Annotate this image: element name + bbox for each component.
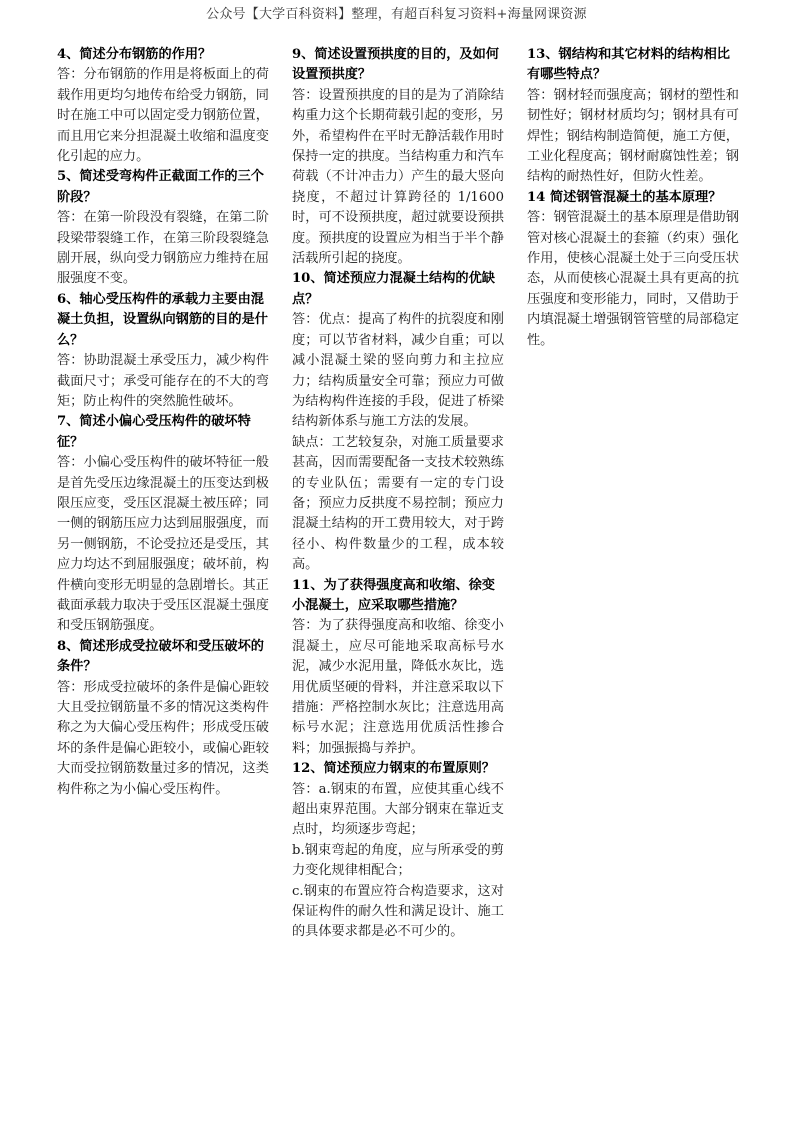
answer: 答：为了获得强度高和收缩、徐变小混凝土，应尽可能地采取高标号水泥，减少水泥用量，降低水灰比，选用优质坚硬的骨料，并注意采取以下措施：严格控制水灰比；注意选用高标号水泥；注意选用优质活性掺合料；加强振捣与养护。	[292, 618, 504, 756]
answer: 答：钢管混凝土的基本原理是借助钢管对核心混凝土的套箍（约束）强化作用，使核心混凝土处于三向受压状态，从而使核心混凝土具有更高的抗压强度和变形能力，同时，又借助于内填混凝土增强钢管管壁的局部稳定性。	[527, 210, 739, 348]
question: 7、简述小偏心受压构件的破坏特征？	[57, 414, 251, 450]
question: 9、简述设置预拱度的目的，及如何设置预拱度？	[292, 47, 499, 83]
page-header: 公众号【大学百科资料】整理，有超百科复习资料+海量网课资源	[206, 7, 587, 22]
answer: 答：优点：提高了构件的抗裂度和刚度；可以节省材料，减少自重；可以减小混凝土梁的竖向剪力和主拉应力；结构质量安全可靠；预应力可做为结构构件连接的手段，促进了桥梁结构新体系与施工方法的发展。 缺点：工艺较复杂，对施工质量要求甚高，因而需要配备一支技术较熟练的专业队伍；需要有一定的专门设备；预应力反拱度不易控制；预应力混凝土结构的开工费用较大，对于跨径小、构件数量少的工程，成本较高。	[292, 312, 504, 573]
question: 5、简述受弯构件正截面工作的三个阶段？	[57, 169, 264, 205]
qa-item	[57, 45, 269, 167]
answer: 答：协助混凝土承受压力，减少构件截面尺寸；承受可能存在的不大的弯矩；防止构件的突然脆性破坏。	[57, 353, 269, 409]
qa-item	[292, 45, 504, 269]
qa-item	[57, 412, 269, 636]
column-3	[527, 45, 739, 351]
answer: 答：a.钢束的布置，应使其重心线不超出束界范围。大部分钢束在靠近支点时，均须逐步弯起； b.钢束弯起的角度，应与所承受的剪力变化规律相配合； c.钢束的布置应符合构造要求，这对保证构件的耐久性和满足设计、施工的具体要求都是必不可少的。	[292, 781, 504, 940]
question: 8、简述形成受拉破坏和受压破坏的条件？	[57, 638, 264, 675]
qa-item	[57, 167, 269, 289]
question: 10、简述预应力混凝土结构的优缺点？	[292, 271, 495, 307]
answer: 答：设置预拱度的目的是为了消除结构重力这个长期荷载引起的变形，另外，希望构件在平时无静活载作用时保持一定的拱度。当结构重力和汽车荷载（不计冲击力）产生的最大竖向挠度，不超过计算跨径的 1/1600 时，可不设预拱度，超过就要设预拱度。预拱度的设置应为相当于半个静活载所引起的挠度。	[292, 87, 504, 267]
answer: 答：钢材轻而强度高；钢材的塑性和韧性好；钢材材质均匀；钢材具有可焊性；钢结构制造简便，施工方便，工业化程度高；钢材耐腐蚀性差；钢结构的耐热性好，但防火性差。	[527, 87, 739, 185]
qa-item	[292, 759, 504, 943]
qa-item	[57, 290, 269, 412]
question: 4、简述分布钢筋的作用？	[57, 47, 212, 62]
qa-item	[292, 576, 504, 760]
answer: 答：在第一阶段没有裂缝，在第二阶段梁带裂缝工作，在第三阶段裂缝急剧开展，纵向受力钢筋应力维持在屈服强度不变。	[57, 210, 269, 287]
qa-item	[527, 45, 739, 188]
column-2	[292, 45, 504, 943]
qa-item	[292, 269, 504, 575]
answer: 答：分布钢筋的作用是将板面上的荷载作用更均匀地传布给受力钢筋，同时在施工中可以固定受力钢筋位置，而且用它来分担混凝土收缩和温度变化引起的应力。	[57, 67, 269, 165]
question: 12、简述预应力钢束的布置原则？	[292, 761, 495, 777]
qa-item	[57, 637, 269, 800]
answer: 答：小偏心受压构件的破坏特征一般是首先受压边缘混凝土的压变达到极限压应变，受压区混凝土被压碎；同一侧的钢筋压应力达到屈服强度，而另一侧钢筋，不论受拉还是受压，其应力均达不到屈服强度；破坏前，构件横向变形无明显的急剧增长。其正截面承载力取决于受压区混凝土强度和受压钢筋强度。	[57, 455, 269, 634]
answer: 答：形成受拉破坏的条件是偏心距较大且受拉钢筋量不多的情况这类构件称之为大偏心受压构件；形成受压破坏的条件是偏心距较小，或偏心距较大而受拉钢筋数量过多的情况，这类构件称之为小偏心受压构件。	[57, 679, 269, 797]
qa-item	[527, 188, 739, 351]
question: 11、为了获得强度高和收缩、徐变小混凝土，应采取哪些措施？	[292, 577, 495, 613]
question: 14 简述钢管混凝土的基本原理？	[527, 189, 722, 205]
question: 6、轴心受压构件的承载力主要由混凝土负担，设置纵向钢筋的目的是什么？	[57, 291, 268, 348]
question: 13、钢结构和其它材料的结构相比有哪些特点？	[527, 47, 730, 83]
column-1	[57, 45, 269, 800]
